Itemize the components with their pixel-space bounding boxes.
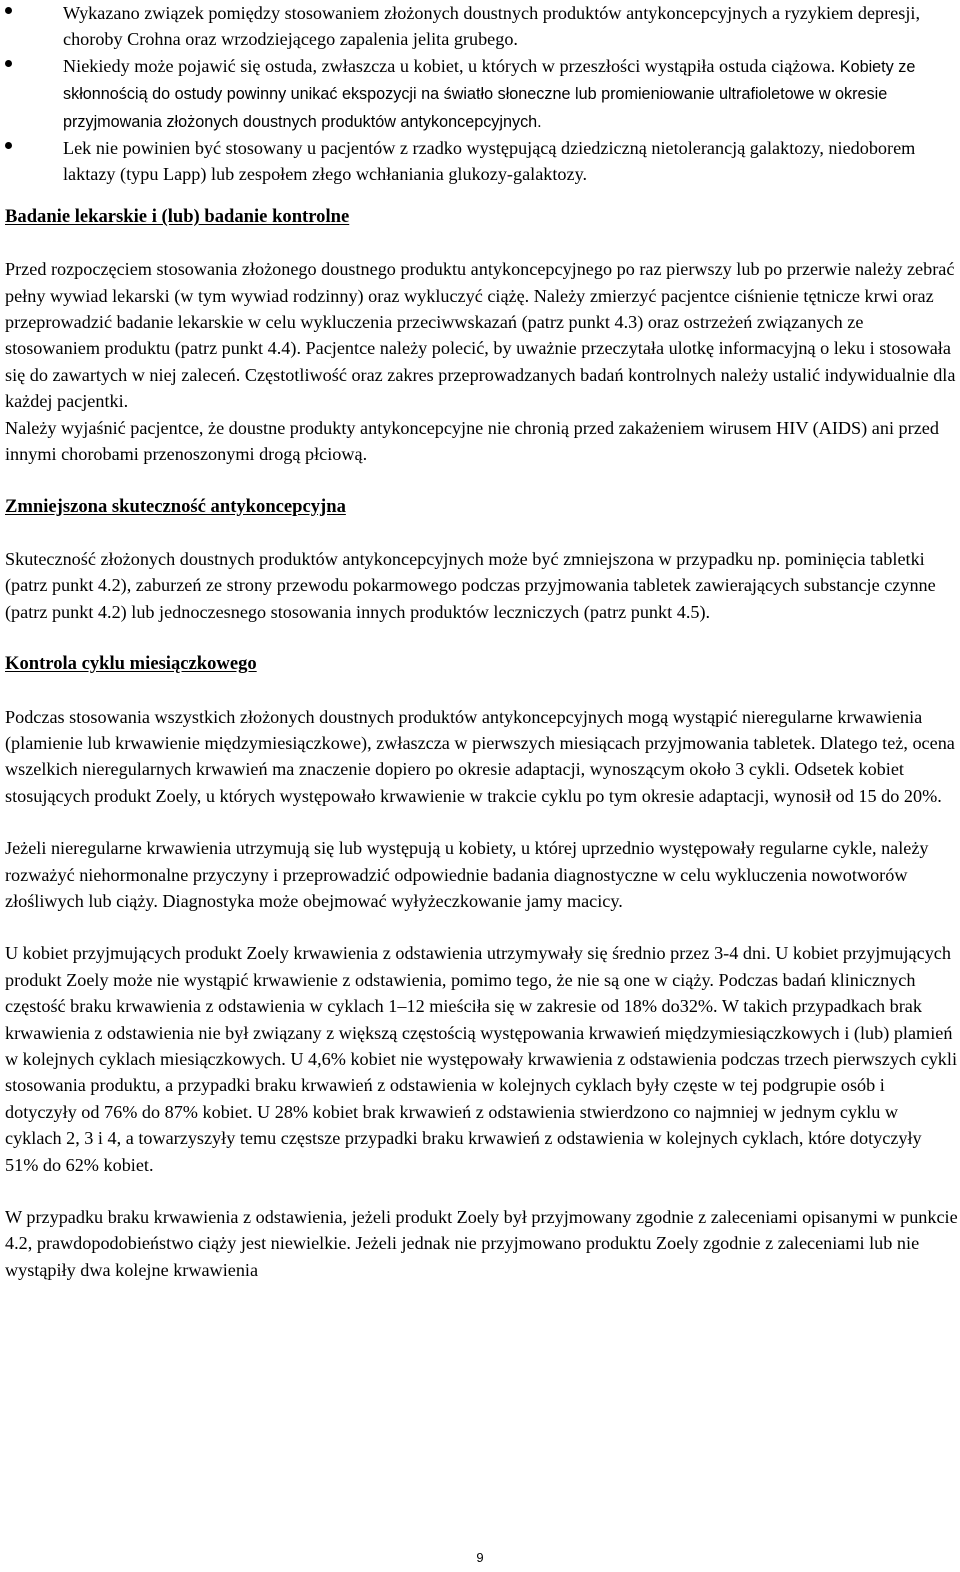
- cycle-paragraph-2: Jeżeli nieregularne krwawienia utrzymują się lub występują u kobiety, u której uprzednio występowały regularne cykle, należy rozważyć niehormonalne przyczyny i przeprowadzić odpowiednie badania diagnostyczne w celu wykluczenia nowotworów złośliwych lub ciąży. Diagnostyka może obejmować wyłyżeczkowanie jamy macicy.: [5, 838, 929, 911]
- efficacy-paragraph-1: Skuteczność złożonych doustnych produktów antykoncepcyjnych może być zmniejszona w przypadku np. pominięcia tabletki (patrz punkt 4.2), zaburzeń ze strony przewodu pokarmowego podczas przyjmowania tabletek zawierających substancje czynne (patrz punkt 4.2) lub jednoczesnego stosowania innych produktów leczniczych (patrz punkt 4.5).: [5, 548, 936, 622]
- bullet-text-serif: Niekiedy może pojawić się ostuda, zwłaszcza u kobiet, u których w przeszłości wystąpiła ostuda ciążowa.: [63, 55, 836, 76]
- bullet-text: [63, 53, 958, 135]
- bullet-icon: [5, 7, 12, 14]
- cycle-paragraph-1: Podczas stosowania wszystkich złożonych doustnych produktów antykoncepcyjnych mogą wystąpić nieregularne krwawienia (plamienie lub krwawienie międzymiesiączkowe), zwłaszcza w pierwszych miesiącach przyjmowania tabletek. Dlatego też, ocena wszelkich nieregularnych krwawień ma znaczenie dopiero po okresie adaptacji, wynoszącym około 3 cykli. Odsetek kobiet stosujących produkt Zoely, u których występowało krwawienie w trakcie cyklu po tym okresie adaptacji, wynosił od 15 do 20%.: [5, 706, 955, 806]
- exam-paragraph-1: Przed rozpoczęciem stosowania złożonego doustnego produktu antykoncepcyjnego po raz pierwszy lub po przerwie należy zebrać pełny wywiad lekarski (w tym wywiad rodzinny) oraz wykluczyć ciążę. Należy zmierzyć pacjentce ciśnienie tętnicze krwi oraz przeprowadzić badanie lekarskie w celu wykluczenia przeciwwskazań (patrz punkt 4.3) oraz ostrzeżeń związanych ze stosowaniem produktu (patrz punkt 4.4). Pacjentce należy polecić, by uważnie przeczytała ulotkę informacyjną o leku i stosowała się do zawartych w niej zaleceń. Częstotliwość oraz zakres przeprowadzanych badań kontrolnych należy ustalić indywidualnie dla każdej pacjentki.: [5, 259, 956, 412]
- bullet-icon: [5, 60, 12, 67]
- document-content: [5, 0, 958, 1283]
- bullet-item-lactose: [5, 135, 958, 188]
- bullet-text: Wykazano związek pomiędzy stosowaniem złożonych doustnych produktów antykoncepcyjnych a ryzykiem depresji, choroby Crohna oraz wrzodziejącego zapalenia jelita grubego.: [63, 3, 920, 50]
- bullet-text-sans: Kobiety ze skłonnością do ostudy powinny unikać ekspozycji na światło słoneczne lub promieniowanie ultrafioletowe w okresie przyjmowania złożonych doustnych produktów antykoncepcyjnych.: [63, 57, 916, 131]
- bullet-icon: [5, 142, 12, 149]
- bullet-item-depression: [5, 0, 958, 53]
- section-heading-efficacy: Zmniejszona skuteczność antykoncepcyjna: [5, 495, 346, 517]
- cycle-paragraph-4: W przypadku braku krwawienia z odstawienia, jeżeli produkt Zoely był przyjmowany zgodnie z zaleceniami opisanymi w punkcie 4.2, prawdopodobieństwo ciąży jest niewielkie. Jeżeli jednak nie przyjmowano produktu Zoely zgodnie z zaleceniami lub nie wystąpiły dwa kolejne krwawienia: [5, 1207, 958, 1280]
- exam-paragraph-2: Należy wyjaśnić pacjentce, że doustne produkty antykoncepcyjne nie chronią przed zakażeniem wirusem HIV (AIDS) ani przed innymi chorobami przenoszonymi drogą płciową.: [5, 417, 939, 465]
- section-heading-cycle: Kontrola cyklu miesiączkowego: [5, 653, 257, 675]
- bullet-text: Lek nie powinien być stosowany u pacjentów z rzadko występującą dziedziczną nietolerancją galaktozy, niedoborem laktazy (typu Lapp) lub zespołem złego wchłaniania glukozy-galaktozy.: [63, 138, 916, 185]
- cycle-paragraph-3: U kobiet przyjmujących produkt Zoely krwawienia z odstawienia utrzymywały się średnio przez 3-4 dni. U kobiet przyjmujących produkt Zoely może nie wystąpić krwawienie z odstawienia, pomimo tego, że nie są one w ciąży. Podczas badań klinicznych częstość braku krwawienia z odstawienia w cyklach 1–12 mieściła się w zakresie od 18% do32%. W takich przypadkach brak krwawienia z odstawienia nie był związany z większą częstością występowania krwawień międzymiesiączkowych i (lub) plamień w kolejnych cyklach miesiączkowych. U 4,6% kobiet nie występowały krwawienia z odstawienia podczas trzech pierwszych cykli stosowania produktu, a przypadki braku krwawień z odstawienia w kolejnych cyklach były częste w tej podgrupie osób i dotyczyły od 76% do 87% kobiet. U 28% kobiet brak krwawień z odstawienia stwierdzono co najmniej w jednym cyklu w cyklach 2, 3 i 4, a towarzyszyły temu częstsze przypadki braku krwawień z odstawienia w kolejnych cyklach, które dotyczyły 51% do 62% kobiet.: [5, 943, 957, 1175]
- page-number: 9: [476, 1550, 484, 1565]
- section-heading-exam: Badanie lekarskie i (lub) badanie kontrolne: [5, 205, 350, 227]
- bullet-item-chloasma: [5, 53, 958, 135]
- warnings-bullet-list: [5, 0, 958, 188]
